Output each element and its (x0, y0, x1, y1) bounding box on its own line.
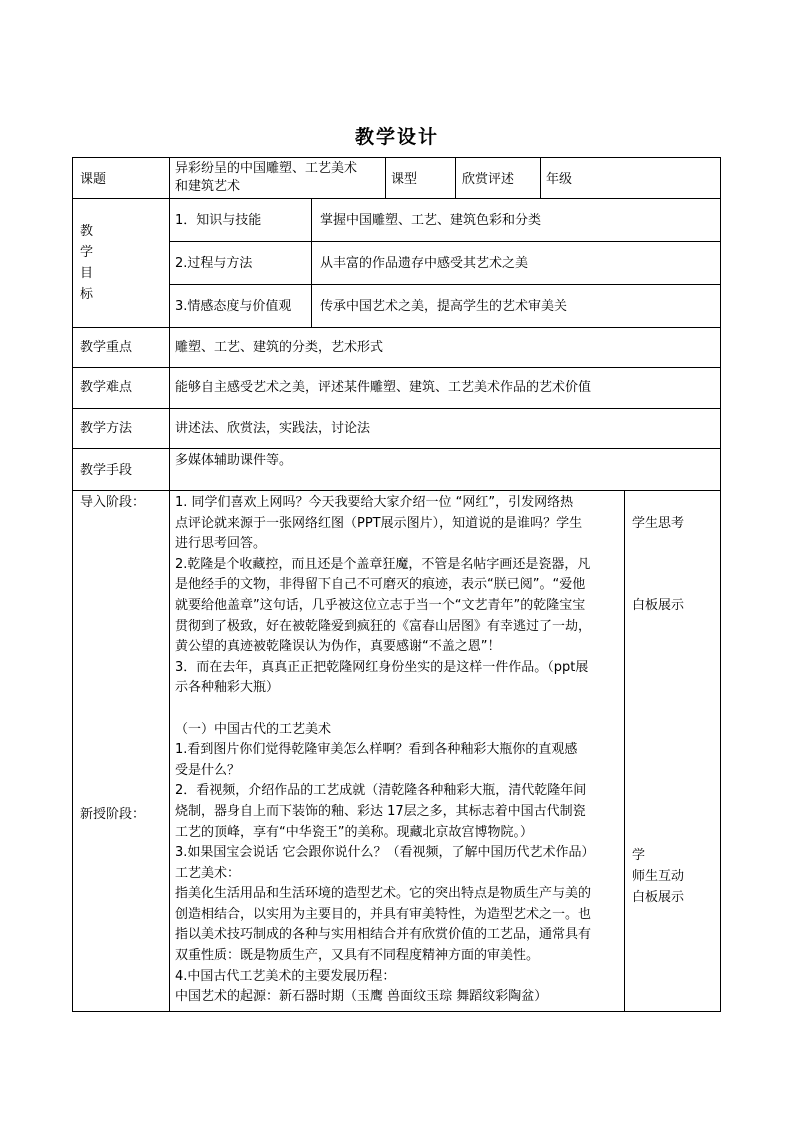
side-note-whiteboard: 白板展示 (632, 598, 685, 613)
process-line: 受是什么？ (175, 762, 241, 778)
methods-label: 教学方法 (80, 421, 133, 436)
objective-2-label: 2.过程与方法 (175, 256, 253, 271)
difficulties-label: 教学难点 (80, 380, 133, 395)
process-line: 中国艺术的起源：新石器时期（玉鹰 兽面纹玉琮 舞蹈纹彩陶盆） (175, 989, 548, 1005)
topic-label: 课题 (80, 172, 107, 187)
objective-2-content: 从丰富的作品遗存中感受其艺术之美 (320, 256, 529, 271)
process-line: 示各种釉彩大瓶） (175, 680, 280, 696)
process-line (175, 699, 595, 720)
key-points-content: 雕塑、工艺、建筑的分类，艺术形式 (175, 340, 384, 355)
objective-1-content: 掌握中国雕塑、工艺、建筑色彩和分类 (320, 213, 542, 228)
means-content: 多媒体辅助课件等。 (175, 453, 293, 468)
difficulties-content: 能够自主感受艺术之美，评述某件雕塑、建筑、工艺美术作品的艺术价值 (175, 380, 592, 395)
stage-new-label: 新授阶段： (80, 807, 146, 822)
process-body (175, 493, 595, 1008)
means-label: 教学手段 (80, 463, 133, 478)
lesson-type-value: 欣赏评述 (462, 172, 515, 187)
side-note-student-thinking: 学生思考 (632, 516, 685, 531)
side-note-xue: 学 (632, 848, 646, 863)
page-title: 教学设计 (354, 126, 439, 148)
process-line: 就要给他盖章”这句话，几乎被这位立志于当一个“文艺青年”的乾隆宝宝 (175, 597, 586, 613)
process-line: 黄公望的真迹被乾隆误认为伪作，真要感谢“不盖之恩”！ (175, 639, 501, 655)
process-line: 工艺美术： (175, 865, 241, 881)
process-line: 贯彻到了极致，好在被乾隆爱到疯狂的《富春山居图》有幸逃过了一劫， (175, 618, 592, 634)
side-note-whiteboard-2: 白板展示 (632, 890, 685, 905)
process-line: 1. 同学们喜欢上网吗？今天我要给大家介绍一位 “网红”，引发网络热 (175, 495, 574, 510)
objective-3-label: 3.情感态度与价值观 (175, 299, 292, 314)
process-line: 创造相结合，以实用为主要目的，并具有审美特性，为造型艺术之一。也 (175, 906, 592, 922)
topic-value: 异彩纷呈的中国雕塑、工艺美术 和建筑艺术 (175, 161, 358, 194)
stage-intro-label: 导入阶段： (80, 495, 146, 510)
process-line: （一）中国古代的工艺美术 (175, 721, 332, 737)
process-line: 双重性质：既是物质生产，又具有不同程度精神方面的审美性。 (175, 948, 540, 964)
objectives-label: 教 学 目 标 (80, 224, 94, 302)
process-line: 指美化生活用品和生活环境的造型艺术。它的突出特点是物质生产与美的 (175, 886, 592, 902)
lesson-plan-table (72, 157, 721, 1012)
process-line: 烧制，器身自上而下装饰的釉、彩达 17层之多，其标志着中国古代制瓷 (175, 803, 586, 819)
key-points-label: 教学重点 (80, 340, 133, 355)
objective-1-label: 1．知识与技能 (175, 213, 262, 228)
objective-3-content: 传承中国艺术之美，提高学生的艺术审美关 (320, 299, 568, 314)
process-line: 4.中国古代工艺美术的主要发展历程： (175, 968, 396, 984)
side-note-interaction: 师生互动 (632, 869, 685, 884)
process-line: 点评论就来源于一张网络红图（PPT展示图片），知道说的是谁吗？学生 (175, 515, 583, 531)
process-line: 3．而在去年，真真正正把乾隆网红身份坐实的是这样一件作品。（ppt展 (175, 659, 589, 675)
lesson-type-label: 课型 (391, 172, 418, 187)
process-line: 3.如果国宝会说话 它会跟你说什么？（看视频，了解中国历代艺术作品） (175, 845, 595, 861)
process-line: 2．看视频，介绍作品的工艺成就（清乾隆各种釉彩大瓶，清代乾隆年间 (175, 783, 587, 799)
process-line: 工艺的顶峰，享有“中华瓷王”的美称。现藏北京故宫博物院。） (175, 824, 533, 840)
process-line: 指以美术技巧制成的各种与实用相结合并有欣赏价值的工艺品，通常具有 (175, 927, 592, 943)
process-line: 1.看到图片你们觉得乾隆审美怎么样啊？看到各种釉彩大瓶你的直观感 (175, 742, 578, 758)
process-line: 2.乾隆是个收藏控，而且还是个盖章狂魔，不管是名帖字画还是瓷器，凡 (175, 556, 591, 572)
methods-content: 讲述法、欣赏法，实践法，讨论法 (175, 421, 371, 436)
process-line: 是他经手的文物，非得留下自己不可磨灭的痕迹，表示“朕已阅”。“爱他 (175, 577, 586, 593)
grade-label: 年级 (546, 172, 573, 187)
process-line: 进行思考回答。 (175, 536, 267, 552)
